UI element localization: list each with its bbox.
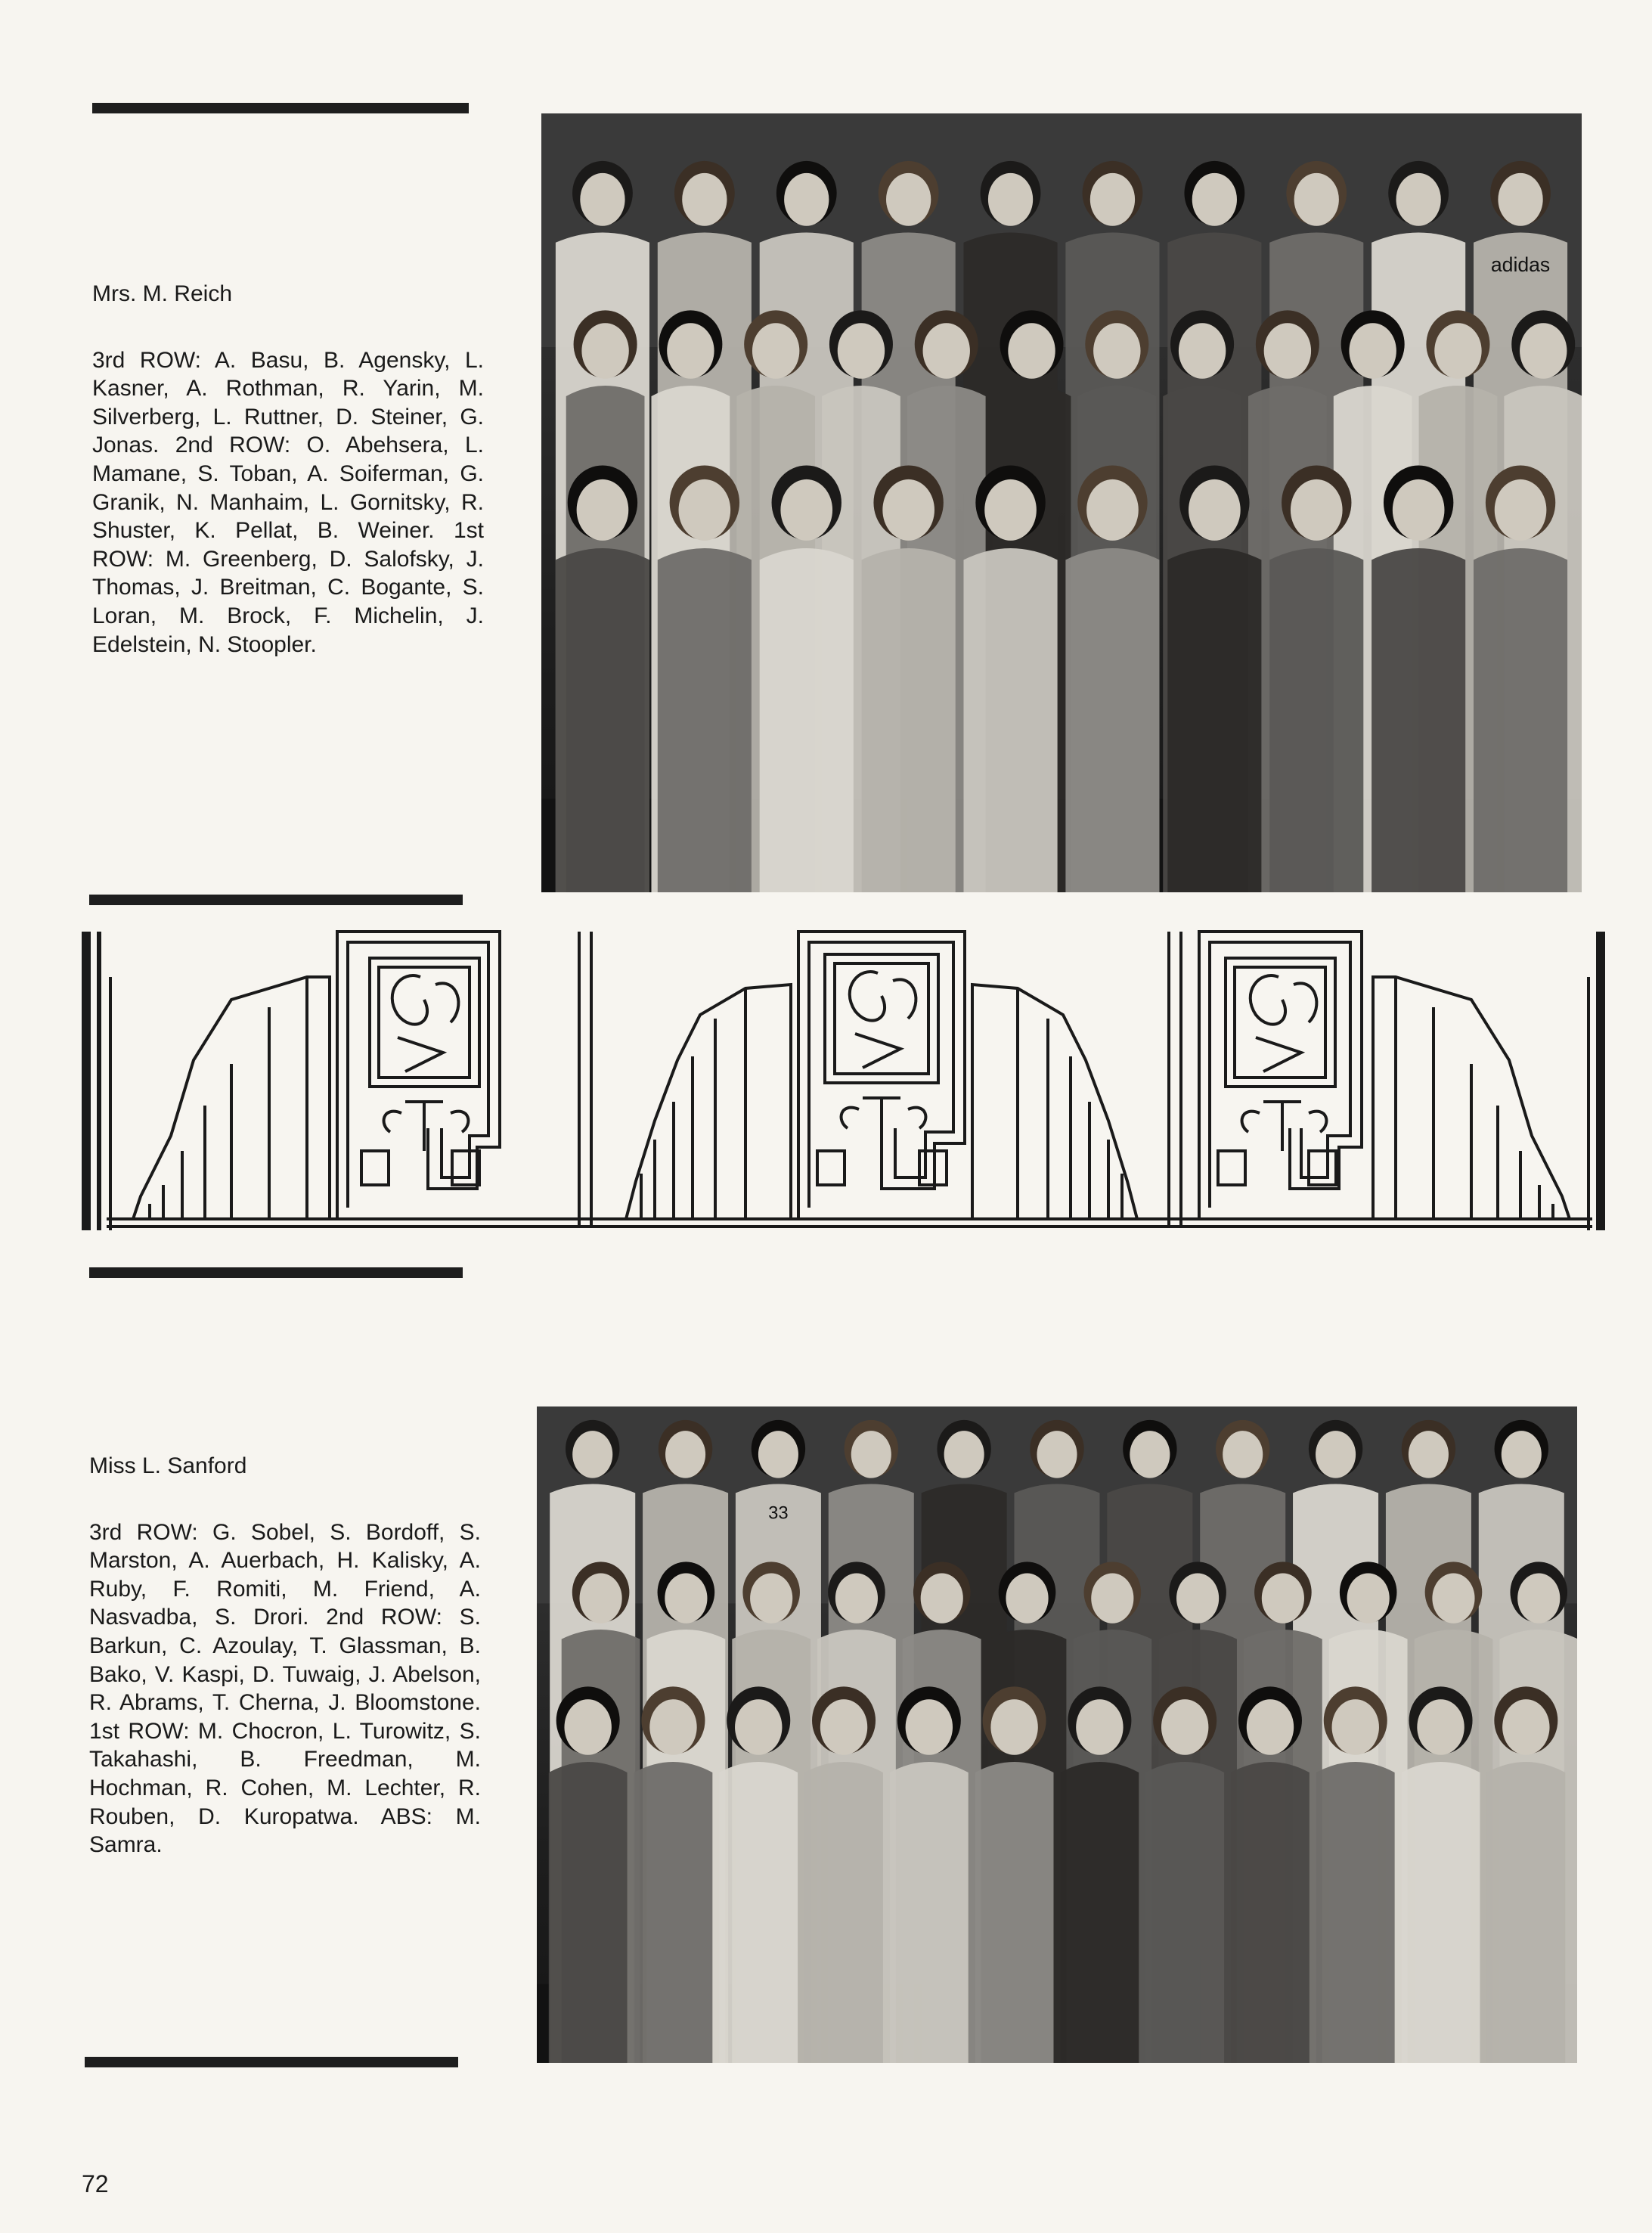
student-face <box>1264 323 1311 379</box>
student-figure <box>890 1762 969 2063</box>
student-face <box>780 479 832 541</box>
student-face <box>1316 1431 1356 1478</box>
art-deco-ornament <box>80 924 1607 1234</box>
student-figure <box>1316 1762 1395 2063</box>
student-face <box>1502 1431 1542 1478</box>
student-face <box>1291 479 1343 541</box>
student-face <box>649 1699 696 1755</box>
sanford-caption <box>89 1452 481 1859</box>
student-figure <box>975 1762 1054 2063</box>
student-face <box>667 323 714 379</box>
student-face <box>577 479 629 541</box>
reich-caption <box>92 280 484 659</box>
student-face <box>1161 1699 1208 1755</box>
student-face <box>988 173 1033 226</box>
student-figure <box>862 548 956 892</box>
student-face <box>758 1431 798 1478</box>
student-names: 3rd ROW: A. Basu, B. Agensky, L. Kasner, A. Rothman, R. Yarin, M. Silverberg, L. Ruttner, D. Steiner, G. Jonas. 2nd ROW: O. Abehsera, L. Mamane, S. Toban, A. Soiferman, G. Granik, N. Manhaim, L. Gornitsky, R. Shuster, K. Pellat, B. Weiner. 1st ROW: M. Greenberg, D. Salofsky, J. Thomas, J. Breitman, C. Bogante, S. Loran, M. Brock, F. Michelin, J. Edelstein, N. Stoopler. <box>92 347 484 657</box>
student-face <box>944 1431 984 1478</box>
student-face <box>1130 1431 1170 1478</box>
teacher-name: Mrs. M. Reich <box>92 281 233 306</box>
student-face <box>581 323 628 379</box>
student-face <box>1006 1573 1048 1623</box>
student-figure <box>1402 1762 1480 2063</box>
student-face <box>679 479 731 541</box>
student-face <box>735 1699 782 1755</box>
student-face <box>835 1573 878 1623</box>
student-face <box>564 1699 611 1755</box>
student-figure <box>804 1762 883 2063</box>
student-face <box>1223 1431 1263 1478</box>
student-names: 3rd ROW: G. Sobel, S. Bordoff, S. Marston, A. Auerbach, H. Kalisky, A. Ruby, F. Romiti, M. Friend, A. Nasvadba, S. Drori. 2nd ROW: S. Barkun, C. Azoulay, T. Glassman, B. Bako, V. Kaspi, D. Tuwaig, J. Abelson, R. Abrams, T. Cherna, J. Bloomstone. 1st ROW: M. Chocron, L. Turowitz, S. Takahashi, B. Freedman, M. Hochman, R. Cohen, M. Lechter, R. Rouben, D. Kuropatwa. ABS: M. Samra. <box>89 1519 481 1858</box>
student-face <box>1262 1573 1304 1623</box>
student-face <box>1495 479 1547 541</box>
student-face <box>1434 323 1481 379</box>
student-face <box>1332 1699 1379 1755</box>
student-face <box>886 173 931 226</box>
student-figure <box>1167 548 1261 892</box>
student-face <box>1179 323 1226 379</box>
section-rule <box>89 895 463 905</box>
student-face <box>580 1573 622 1623</box>
student-face <box>1498 173 1542 226</box>
student-face <box>1091 1573 1133 1623</box>
student-face <box>1086 479 1139 541</box>
student-figure <box>1474 548 1567 892</box>
student-face <box>923 323 970 379</box>
student-figure <box>634 1762 713 2063</box>
student-figure <box>1486 1762 1565 2063</box>
student-face <box>838 323 885 379</box>
student-face <box>921 1573 963 1623</box>
student-figure <box>1269 548 1363 892</box>
student-face <box>984 479 1037 541</box>
student-face <box>1090 173 1135 226</box>
shirt-lettering: adidas <box>1490 253 1551 276</box>
student-figure <box>1061 1762 1139 2063</box>
student-face <box>752 323 799 379</box>
student-figure <box>556 548 649 892</box>
student-face <box>665 1573 707 1623</box>
student-face <box>882 479 934 541</box>
student-face <box>1189 479 1241 541</box>
section-rule <box>89 1267 463 1278</box>
student-face <box>1247 1699 1294 1755</box>
top-rule <box>92 103 469 113</box>
page-number: 72 <box>82 2170 109 2197</box>
student-face <box>1417 1699 1464 1755</box>
student-figure <box>1372 548 1465 892</box>
student-face <box>1037 1431 1077 1478</box>
student-face <box>580 173 625 226</box>
student-face <box>1432 1573 1474 1623</box>
student-face <box>906 1699 953 1755</box>
student-face <box>665 1431 705 1478</box>
student-face <box>990 1699 1037 1755</box>
student-face <box>820 1699 867 1755</box>
student-face <box>1347 1573 1390 1623</box>
student-face <box>1008 323 1055 379</box>
student-figure <box>1145 1762 1224 2063</box>
student-face <box>1520 323 1567 379</box>
student-face <box>851 1431 891 1478</box>
student-face <box>1294 173 1339 226</box>
student-face <box>1349 323 1396 379</box>
student-figure <box>963 548 1057 892</box>
student-face <box>750 1573 792 1623</box>
student-face <box>1076 1699 1123 1755</box>
shirt-lettering: 33 <box>768 1503 789 1524</box>
student-face <box>1502 1699 1549 1755</box>
student-face <box>682 173 727 226</box>
student-figure <box>719 1762 798 2063</box>
student-face <box>1192 173 1237 226</box>
student-figure <box>760 548 854 892</box>
student-face <box>1396 173 1441 226</box>
student-figure <box>549 1762 628 2063</box>
teacher-name: Miss L. Sanford <box>89 1453 247 1478</box>
student-figure <box>658 548 752 892</box>
student-figure <box>1231 1762 1310 2063</box>
student-face <box>1517 1573 1560 1623</box>
student-face <box>1409 1431 1449 1478</box>
sanford-class-photo <box>537 1406 1577 2063</box>
student-face <box>784 173 829 226</box>
student-face <box>572 1431 612 1478</box>
student-face <box>1176 1573 1219 1623</box>
student-figure <box>1065 548 1159 892</box>
bottom-rule <box>85 2057 458 2067</box>
reich-class-photo <box>541 113 1582 892</box>
student-face <box>1093 323 1140 379</box>
student-face <box>1393 479 1445 541</box>
